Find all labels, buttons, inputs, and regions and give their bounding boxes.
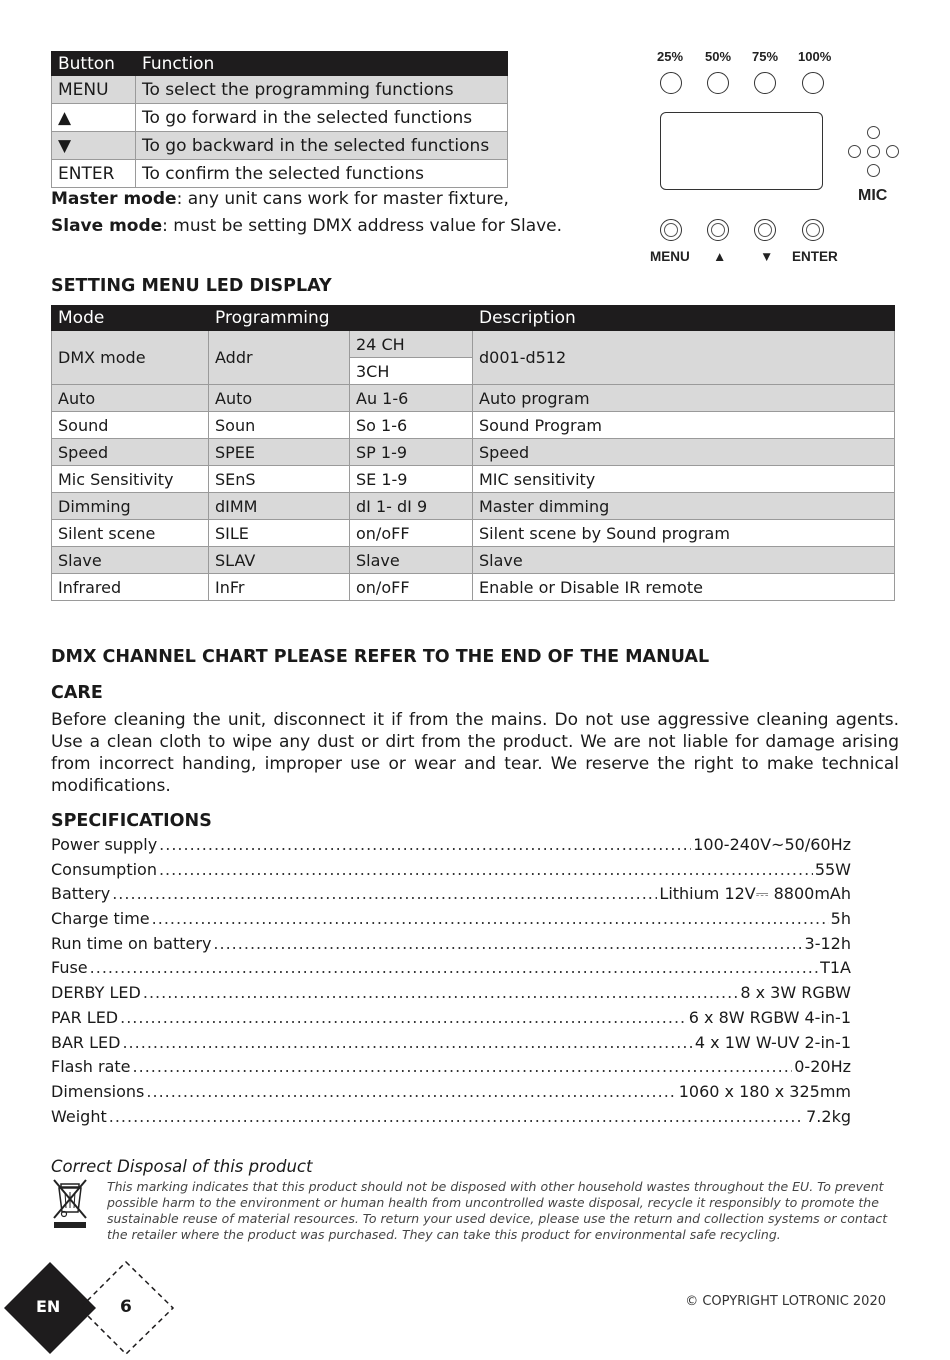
panel-button-label: ▼ [760, 249, 774, 264]
programming-cell: SEnS [209, 466, 350, 493]
spec-value: 100-240V~50/60Hz [693, 835, 851, 854]
spec-label: PAR LED [51, 1007, 119, 1027]
page-number: 6 [120, 1297, 132, 1317]
table-row [52, 412, 895, 439]
function-cell: To go backward in the selected functions [136, 132, 508, 160]
description-cell: Speed [473, 439, 895, 466]
description-cell: Enable or Disable IR remote [473, 574, 895, 601]
value-cell: dI 1- dI 9 [350, 493, 473, 520]
spec-value: 5h [830, 909, 851, 929]
programming-cell: Soun [209, 412, 350, 439]
care-paragraph: Before cleaning the unit, disconnect it if from the mains. Do not use aggressive cleaning agents. Use a clean cloth to wipe any dust or dirt from the product. We are not liable for damage arising from incorrect handing, improper use or wear and tear. We reserve the right to make technical modifications. [51, 710, 899, 796]
spec-row [51, 835, 851, 860]
spec-value: Lithium 12V⎓ 8800mAh [659, 884, 851, 904]
leader-dots [213, 934, 802, 953]
programming-cell: InFr [209, 574, 350, 601]
disposal-title: Correct Disposal of this product [51, 1157, 313, 1176]
spec-row [51, 934, 851, 959]
spec-label: Charge time [51, 909, 150, 929]
mode-descriptions [51, 186, 562, 240]
programming-cell: SLAV [209, 547, 350, 574]
language-badge: EN [36, 1297, 61, 1316]
button-cell: ▼ [52, 132, 136, 160]
table-header-programming: Programming [209, 306, 473, 331]
percent-label: 25% [657, 49, 684, 64]
spec-row [51, 983, 851, 1008]
mode-cell: Mic Sensitivity [52, 466, 209, 493]
mic-hole-icon [867, 126, 880, 139]
value-cell: SP 1-9 [350, 439, 473, 466]
description-cell: MIC sensitivity [473, 466, 895, 493]
control-panel-diagram [640, 40, 920, 275]
value-cell: 24 CH [350, 331, 473, 358]
leader-dots [90, 958, 818, 977]
button-cell: ▲ [52, 104, 136, 132]
value-cell: on/oFF [350, 574, 473, 601]
leader-dots [133, 1057, 793, 1076]
description-cell: Slave [473, 547, 895, 574]
copyright-text: © COPYRIGHT LOTRONIC 2020 [685, 1294, 886, 1309]
spec-label: DERBY LED [51, 983, 141, 1003]
mode-cell: Infrared [52, 574, 209, 601]
value-cell: on/oFF [350, 520, 473, 547]
table-header-description: Description [473, 306, 895, 331]
mode-cell: Silent scene [52, 520, 209, 547]
percent-label: 100% [798, 49, 832, 64]
spec-label: BAR LED [51, 1032, 121, 1052]
spec-value: 8 x 3W RGBW [740, 983, 851, 1003]
description-cell: Sound Program [473, 412, 895, 439]
mode-cell: Auto [52, 385, 209, 412]
function-cell: To confirm the selected functions [136, 160, 508, 188]
table-row [52, 466, 895, 493]
spec-value: 4 x 1W W-UV 2-in-1 [694, 1032, 851, 1052]
led-indicator-icon [660, 72, 682, 94]
table-header-mode: Mode [52, 306, 209, 331]
panel-button-label: ▲ [713, 249, 727, 264]
spec-row [51, 1057, 851, 1082]
spec-row [51, 1082, 851, 1107]
led-indicator-icon [707, 72, 729, 94]
programming-cell: Auto [209, 385, 350, 412]
description-cell: Silent scene by Sound program [473, 520, 895, 547]
setting-menu-table [51, 305, 895, 601]
spec-value: 7.2kg [806, 1106, 851, 1126]
description-cell: Auto program [473, 385, 895, 412]
mic-hole-icon [886, 145, 899, 158]
slave-mode-text: : must be setting DMX address value for Slave. [162, 216, 563, 236]
slave-mode-label: Slave mode [51, 216, 163, 236]
down-button-icon [754, 219, 776, 241]
spec-label: Run time on battery [51, 933, 212, 953]
value-cell: 3CH [350, 358, 473, 385]
weee-crossed-bin-icon [51, 1176, 89, 1230]
table-row [52, 132, 508, 160]
spec-row [51, 1107, 851, 1132]
spec-label: Dimensions [51, 1081, 145, 1101]
up-button-icon [707, 219, 729, 241]
master-mode-text: : any unit cans work for master fixture, [176, 189, 509, 209]
spec-row [51, 958, 851, 983]
mic-label: MIC [858, 187, 888, 204]
table-header-button: Button [52, 52, 136, 76]
spec-row [51, 1008, 851, 1033]
spec-label: Flash rate [51, 1057, 131, 1077]
spec-value: 0-20Hz [794, 1057, 851, 1077]
mic-hole-icon [867, 164, 880, 177]
mic-hole-icon [848, 145, 861, 158]
spec-row [51, 1033, 851, 1058]
spec-value: 1060 x 180 x 325mm [678, 1081, 851, 1101]
leader-dots [112, 884, 657, 903]
spec-row [51, 884, 851, 909]
specifications-heading: SPECIFICATIONS [51, 811, 212, 831]
mode-cell: Dimming [52, 493, 209, 520]
spec-row [51, 860, 851, 885]
slave-mode-line [51, 213, 562, 240]
setting-menu-heading: SETTING MENU LED DISPLAY [51, 276, 332, 296]
leader-dots [120, 1008, 687, 1027]
table-row [52, 104, 508, 132]
panel-button-label: MENU [650, 249, 690, 264]
led-indicator-icon [754, 72, 776, 94]
leader-dots [159, 860, 813, 879]
mode-cell: Sound [52, 412, 209, 439]
enter-button-icon [802, 219, 824, 241]
spec-value: 6 x 8W RGBW 4-in-1 [688, 1007, 851, 1027]
description-cell: d001-d512 [473, 331, 895, 385]
dmx-chart-heading: DMX CHANNEL CHART PLEASE REFER TO THE END OF THE MANUAL [51, 647, 710, 667]
menu-button-icon [660, 219, 682, 241]
percent-label: 75% [752, 49, 779, 64]
spec-label: Weight [51, 1106, 107, 1126]
table-row [52, 76, 508, 104]
programming-cell: dIMM [209, 493, 350, 520]
leader-dots [143, 983, 738, 1002]
master-mode-line [51, 186, 562, 213]
mode-cell: DMX mode [52, 331, 209, 385]
value-cell: SE 1-9 [350, 466, 473, 493]
programming-cell: Addr [209, 331, 350, 385]
spec-row [51, 909, 851, 934]
function-cell: To go forward in the selected functions [136, 104, 508, 132]
leader-dots [159, 835, 691, 854]
care-heading: CARE [51, 683, 103, 703]
value-cell: So 1-6 [350, 412, 473, 439]
mode-cell: Slave [52, 547, 209, 574]
spec-value: T1A [820, 958, 851, 978]
value-cell: Slave [350, 547, 473, 574]
leader-dots [122, 1033, 692, 1052]
button-function-table [51, 51, 508, 188]
table-row [52, 439, 895, 466]
programming-cell: SILE [209, 520, 350, 547]
led-display-screen [660, 112, 823, 190]
button-cell: ENTER [52, 160, 136, 188]
leader-dots [146, 1082, 676, 1101]
led-indicator-icon [802, 72, 824, 94]
page-badge-diamonds [4, 1260, 179, 1356]
table-row [52, 574, 895, 601]
spec-label: Fuse [51, 958, 88, 978]
table-row [52, 493, 895, 520]
specifications-list [51, 835, 851, 1131]
button-cell: MENU [52, 76, 136, 104]
leader-dots [109, 1107, 804, 1126]
spec-label: Consumption [51, 859, 157, 879]
table-row [52, 547, 895, 574]
function-cell: To select the programming functions [136, 76, 508, 104]
mode-cell: Speed [52, 439, 209, 466]
leader-dots [152, 909, 829, 928]
table-header-function: Function [136, 52, 508, 76]
spec-label: Power supply [51, 835, 158, 854]
spec-value: 55W [814, 859, 851, 879]
spec-label: Battery [51, 884, 111, 904]
spec-value: 3-12h [804, 933, 851, 953]
mic-hole-icon [867, 145, 880, 158]
table-row [52, 385, 895, 412]
percent-label: 50% [705, 49, 732, 64]
table-row [52, 160, 508, 188]
table-row [52, 520, 895, 547]
master-mode-label: Master mode [51, 189, 177, 209]
programming-cell: SPEE [209, 439, 350, 466]
description-cell: Master dimming [473, 493, 895, 520]
table-row [52, 331, 895, 358]
value-cell: Au 1-6 [350, 385, 473, 412]
disposal-paragraph: This marking indicates that this product should not be disposed with other household wastes throughout the EU. To prevent possible harm to the environment or human health from uncontrolled waste disposal, recycle it responsibly to promote the sustainable reuse of material resources. To return your used device, please use the return and collection systems or contact the retailer where the product was purchased. They can take this product for environmental safe recycling. [107, 1179, 888, 1242]
panel-button-label: ENTER [792, 249, 838, 264]
